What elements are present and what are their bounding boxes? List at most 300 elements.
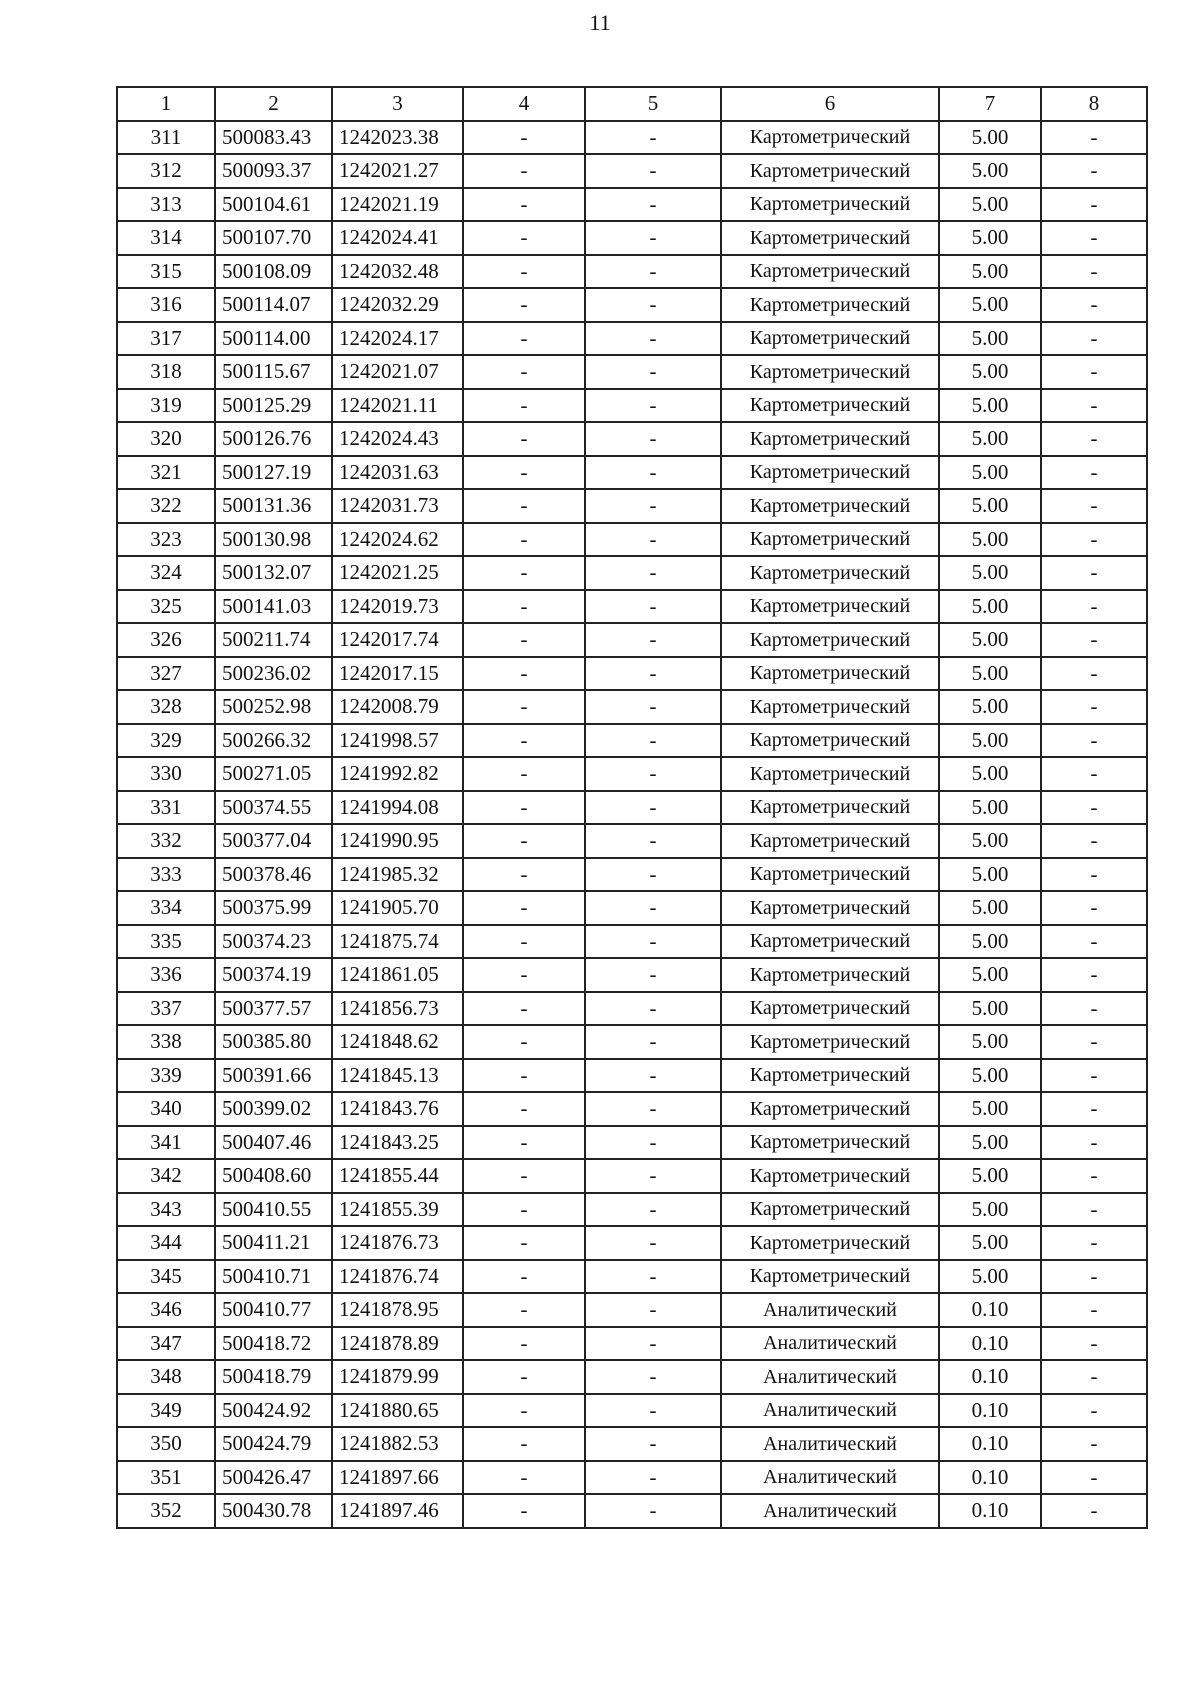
table-cell-col-8: - (1041, 1059, 1147, 1093)
table-cell-col-1: 322 (117, 489, 215, 523)
column-header-3: 3 (332, 87, 463, 121)
table-row (117, 1193, 1147, 1227)
table-cell-col-6: Аналитический (721, 1494, 939, 1528)
table-row (117, 221, 1147, 255)
table-cell-col-7: 5.00 (939, 891, 1041, 925)
table-cell-col-5: - (585, 690, 721, 724)
table-cell-col-8: - (1041, 422, 1147, 456)
table-cell-col-2: 500115.67 (215, 355, 332, 389)
table-cell-col-8: - (1041, 489, 1147, 523)
table-cell-col-1: 340 (117, 1092, 215, 1126)
table-cell-col-8: - (1041, 1427, 1147, 1461)
table-cell-col-6: Картометрический (721, 824, 939, 858)
table-cell-col-6: Картометрический (721, 1159, 939, 1193)
table-cell-col-1: 347 (117, 1327, 215, 1361)
table-cell-col-3: 1242021.07 (332, 355, 463, 389)
table-row (117, 1293, 1147, 1327)
table-row (117, 1360, 1147, 1394)
table-cell-col-6: Картометрический (721, 255, 939, 289)
table-cell-col-7: 5.00 (939, 724, 1041, 758)
table-cell-col-2: 500426.47 (215, 1461, 332, 1495)
table-cell-col-2: 500408.60 (215, 1159, 332, 1193)
header-row (117, 87, 1147, 121)
table-cell-col-4: - (463, 657, 585, 691)
table-cell-col-2: 500424.92 (215, 1394, 332, 1428)
table-cell-col-2: 500093.37 (215, 154, 332, 188)
table-row (117, 154, 1147, 188)
table-cell-col-5: - (585, 556, 721, 590)
table-cell-col-6: Картометрический (721, 389, 939, 423)
table-cell-col-7: 5.00 (939, 523, 1041, 557)
table-cell-col-1: 338 (117, 1025, 215, 1059)
table-cell-col-1: 344 (117, 1226, 215, 1260)
table-row (117, 422, 1147, 456)
table-row (117, 489, 1147, 523)
table-cell-col-4: - (463, 1260, 585, 1294)
table-cell-col-8: - (1041, 690, 1147, 724)
table-cell-col-4: - (463, 724, 585, 758)
table-cell-col-5: - (585, 623, 721, 657)
table-cell-col-2: 500127.19 (215, 456, 332, 490)
table-cell-col-3: 1241897.46 (332, 1494, 463, 1528)
table-cell-col-4: - (463, 958, 585, 992)
table-cell-col-3: 1241985.32 (332, 858, 463, 892)
table-cell-col-4: - (463, 623, 585, 657)
table-cell-col-4: - (463, 992, 585, 1026)
table-cell-col-5: - (585, 1494, 721, 1528)
table-cell-col-8: - (1041, 791, 1147, 825)
table-cell-col-5: - (585, 489, 721, 523)
table-cell-col-2: 500211.74 (215, 623, 332, 657)
table-cell-col-1: 319 (117, 389, 215, 423)
table-row (117, 1327, 1147, 1361)
table-cell-col-1: 349 (117, 1394, 215, 1428)
table-cell-col-2: 500374.23 (215, 925, 332, 959)
table-cell-col-7: 5.00 (939, 590, 1041, 624)
table-cell-col-3: 1242031.73 (332, 489, 463, 523)
table-cell-col-4: - (463, 1461, 585, 1495)
table-cell-col-4: - (463, 1092, 585, 1126)
table-cell-col-7: 5.00 (939, 757, 1041, 791)
table-cell-col-7: 5.00 (939, 958, 1041, 992)
table-cell-col-7: 5.00 (939, 657, 1041, 691)
table-cell-col-2: 500377.04 (215, 824, 332, 858)
table-row (117, 1260, 1147, 1294)
column-header-6: 6 (721, 87, 939, 121)
table-cell-col-5: - (585, 824, 721, 858)
table-row (117, 188, 1147, 222)
table-cell-col-7: 5.00 (939, 824, 1041, 858)
table-cell-col-5: - (585, 121, 721, 155)
table-cell-col-6: Картометрический (721, 456, 939, 490)
table-cell-col-2: 500125.29 (215, 389, 332, 423)
table-cell-col-3: 1242032.48 (332, 255, 463, 289)
table-cell-col-2: 500083.43 (215, 121, 332, 155)
table-cell-col-2: 500141.03 (215, 590, 332, 624)
table-cell-col-3: 1242024.41 (332, 221, 463, 255)
table-cell-col-6: Аналитический (721, 1360, 939, 1394)
table-cell-col-6: Аналитический (721, 1461, 939, 1495)
table-cell-col-3: 1242019.73 (332, 590, 463, 624)
table-cell-col-3: 1241876.73 (332, 1226, 463, 1260)
table-cell-col-2: 500377.57 (215, 992, 332, 1026)
table-cell-col-2: 500378.46 (215, 858, 332, 892)
column-header-8: 8 (1041, 87, 1147, 121)
table-cell-col-5: - (585, 389, 721, 423)
table-cell-col-6: Картометрический (721, 288, 939, 322)
table-cell-col-3: 1241879.99 (332, 1360, 463, 1394)
table-cell-col-8: - (1041, 288, 1147, 322)
table-cell-col-6: Картометрический (721, 757, 939, 791)
table-cell-col-3: 1242017.15 (332, 657, 463, 691)
table-cell-col-2: 500104.61 (215, 188, 332, 222)
table-cell-col-8: - (1041, 1260, 1147, 1294)
table-cell-col-8: - (1041, 824, 1147, 858)
table-cell-col-3: 1242021.27 (332, 154, 463, 188)
table-cell-col-4: - (463, 690, 585, 724)
table-cell-col-6: Картометрический (721, 1126, 939, 1160)
table-cell-col-1: 315 (117, 255, 215, 289)
table-cell-col-1: 318 (117, 355, 215, 389)
table-cell-col-5: - (585, 1360, 721, 1394)
table-cell-col-2: 500108.09 (215, 255, 332, 289)
table-cell-col-2: 500114.00 (215, 322, 332, 356)
table-cell-col-8: - (1041, 322, 1147, 356)
table-cell-col-6: Картометрический (721, 724, 939, 758)
table-cell-col-3: 1241990.95 (332, 824, 463, 858)
table-row (117, 1025, 1147, 1059)
table-row (117, 255, 1147, 289)
table-cell-col-7: 5.00 (939, 1226, 1041, 1260)
table-cell-col-8: - (1041, 1159, 1147, 1193)
table-row (117, 1226, 1147, 1260)
table-cell-col-3: 1241843.25 (332, 1126, 463, 1160)
table-cell-col-3: 1241861.05 (332, 958, 463, 992)
table-cell-col-8: - (1041, 891, 1147, 925)
table-cell-col-7: 5.00 (939, 322, 1041, 356)
table-cell-col-8: - (1041, 724, 1147, 758)
table-cell-col-8: - (1041, 623, 1147, 657)
table-cell-col-3: 1241856.73 (332, 992, 463, 1026)
table-cell-col-8: - (1041, 121, 1147, 155)
table-cell-col-7: 5.00 (939, 456, 1041, 490)
table-cell-col-2: 500424.79 (215, 1427, 332, 1461)
table-cell-col-6: Картометрический (721, 958, 939, 992)
table-cell-col-2: 500418.79 (215, 1360, 332, 1394)
table-row (117, 1427, 1147, 1461)
table-cell-col-5: - (585, 154, 721, 188)
table-cell-col-6: Аналитический (721, 1394, 939, 1428)
table-cell-col-3: 1242021.19 (332, 188, 463, 222)
table-cell-col-5: - (585, 992, 721, 1026)
table-cell-col-1: 342 (117, 1159, 215, 1193)
table-cell-col-5: - (585, 925, 721, 959)
table-cell-col-4: - (463, 422, 585, 456)
table-cell-col-6: Аналитический (721, 1427, 939, 1461)
table-cell-col-6: Аналитический (721, 1327, 939, 1361)
table-cell-col-1: 324 (117, 556, 215, 590)
column-header-5: 5 (585, 87, 721, 121)
table-cell-col-3: 1241843.76 (332, 1092, 463, 1126)
table-cell-col-8: - (1041, 154, 1147, 188)
table-cell-col-6: Картометрический (721, 221, 939, 255)
table-cell-col-8: - (1041, 590, 1147, 624)
column-header-1: 1 (117, 87, 215, 121)
table-cell-col-2: 500407.46 (215, 1126, 332, 1160)
table-cell-col-5: - (585, 1193, 721, 1227)
table-cell-col-8: - (1041, 1494, 1147, 1528)
table-cell-col-2: 500252.98 (215, 690, 332, 724)
column-header-4: 4 (463, 87, 585, 121)
table-cell-col-1: 350 (117, 1427, 215, 1461)
table-cell-col-3: 1241992.82 (332, 757, 463, 791)
table-cell-col-7: 5.00 (939, 188, 1041, 222)
table-cell-col-6: Картометрический (721, 556, 939, 590)
table-cell-col-3: 1242032.29 (332, 288, 463, 322)
table-row (117, 925, 1147, 959)
table-cell-col-7: 5.00 (939, 992, 1041, 1026)
table-cell-col-6: Картометрический (721, 925, 939, 959)
table-cell-col-4: - (463, 288, 585, 322)
table-row (117, 791, 1147, 825)
table-cell-col-6: Картометрический (721, 858, 939, 892)
table-cell-col-8: - (1041, 188, 1147, 222)
table-cell-col-4: - (463, 1059, 585, 1093)
table-cell-col-3: 1241878.95 (332, 1293, 463, 1327)
table-cell-col-6: Картометрический (721, 623, 939, 657)
table-cell-col-8: - (1041, 1126, 1147, 1160)
table-cell-col-3: 1242024.62 (332, 523, 463, 557)
table-cell-col-4: - (463, 925, 585, 959)
table-cell-col-4: - (463, 221, 585, 255)
table-cell-col-8: - (1041, 1293, 1147, 1327)
table-cell-col-1: 341 (117, 1126, 215, 1160)
table-cell-col-5: - (585, 1226, 721, 1260)
coordinates-table (116, 86, 1148, 1529)
table-cell-col-1: 334 (117, 891, 215, 925)
table-cell-col-2: 500391.66 (215, 1059, 332, 1093)
table-cell-col-7: 5.00 (939, 858, 1041, 892)
table-cell-col-3: 1242021.25 (332, 556, 463, 590)
table-cell-col-3: 1242008.79 (332, 690, 463, 724)
table-cell-col-5: - (585, 221, 721, 255)
table-cell-col-8: - (1041, 1025, 1147, 1059)
table-cell-col-2: 500107.70 (215, 221, 332, 255)
table-cell-col-3: 1241897.66 (332, 1461, 463, 1495)
table-cell-col-7: 0.10 (939, 1360, 1041, 1394)
table-row (117, 355, 1147, 389)
table-cell-col-1: 327 (117, 657, 215, 691)
table-cell-col-8: - (1041, 1394, 1147, 1428)
table-cell-col-4: - (463, 1226, 585, 1260)
table-cell-col-3: 1241848.62 (332, 1025, 463, 1059)
table-row (117, 322, 1147, 356)
table-row (117, 590, 1147, 624)
table-cell-col-5: - (585, 891, 721, 925)
table-cell-col-2: 500410.55 (215, 1193, 332, 1227)
table-cell-col-2: 500374.19 (215, 958, 332, 992)
table-cell-col-4: - (463, 523, 585, 557)
table-cell-col-6: Картометрический (721, 188, 939, 222)
table-row (117, 958, 1147, 992)
table-cell-col-1: 329 (117, 724, 215, 758)
table-cell-col-6: Картометрический (721, 154, 939, 188)
table-cell-col-7: 5.00 (939, 791, 1041, 825)
table-cell-col-4: - (463, 121, 585, 155)
table-row (117, 891, 1147, 925)
table-row (117, 724, 1147, 758)
table-cell-col-5: - (585, 1059, 721, 1093)
table-cell-col-1: 311 (117, 121, 215, 155)
table-cell-col-5: - (585, 1126, 721, 1160)
table-cell-col-6: Картометрический (721, 1260, 939, 1294)
table-cell-col-5: - (585, 958, 721, 992)
table-row (117, 523, 1147, 557)
table-cell-col-2: 500131.36 (215, 489, 332, 523)
table-cell-col-8: - (1041, 255, 1147, 289)
table-cell-col-3: 1242024.43 (332, 422, 463, 456)
table-row (117, 288, 1147, 322)
table-cell-col-6: Картометрический (721, 891, 939, 925)
table-cell-col-1: 345 (117, 1260, 215, 1294)
table-cell-col-5: - (585, 1025, 721, 1059)
table-cell-col-4: - (463, 791, 585, 825)
table-cell-col-1: 330 (117, 757, 215, 791)
table-cell-col-5: - (585, 188, 721, 222)
table-cell-col-1: 332 (117, 824, 215, 858)
table-cell-col-8: - (1041, 1226, 1147, 1260)
table-cell-col-2: 500374.55 (215, 791, 332, 825)
table-cell-col-4: - (463, 1327, 585, 1361)
table-cell-col-1: 339 (117, 1059, 215, 1093)
table-cell-col-1: 320 (117, 422, 215, 456)
table-cell-col-4: - (463, 188, 585, 222)
table-cell-col-8: - (1041, 556, 1147, 590)
table-cell-col-7: 5.00 (939, 556, 1041, 590)
table-cell-col-3: 1241905.70 (332, 891, 463, 925)
table-cell-col-1: 325 (117, 590, 215, 624)
table-row (117, 1126, 1147, 1160)
table-cell-col-7: 5.00 (939, 389, 1041, 423)
table-cell-col-5: - (585, 523, 721, 557)
table-cell-col-1: 312 (117, 154, 215, 188)
table-cell-col-7: 5.00 (939, 422, 1041, 456)
table-cell-col-3: 1241876.74 (332, 1260, 463, 1294)
table-cell-col-3: 1241998.57 (332, 724, 463, 758)
table-cell-col-1: 313 (117, 188, 215, 222)
table-row (117, 456, 1147, 490)
table-cell-col-1: 323 (117, 523, 215, 557)
table-cell-col-7: 0.10 (939, 1327, 1041, 1361)
table-cell-col-4: - (463, 489, 585, 523)
table-row (117, 657, 1147, 691)
table-cell-col-4: - (463, 891, 585, 925)
table-cell-col-8: - (1041, 858, 1147, 892)
table-row (117, 556, 1147, 590)
table-cell-col-7: 5.00 (939, 690, 1041, 724)
table-cell-col-2: 500399.02 (215, 1092, 332, 1126)
table-cell-col-7: 5.00 (939, 489, 1041, 523)
table-cell-col-3: 1242023.38 (332, 121, 463, 155)
table-row (117, 1394, 1147, 1428)
table-cell-col-7: 5.00 (939, 1092, 1041, 1126)
table-cell-col-4: - (463, 1193, 585, 1227)
table-cell-col-8: - (1041, 1461, 1147, 1495)
table-cell-col-8: - (1041, 1193, 1147, 1227)
table-cell-col-1: 317 (117, 322, 215, 356)
table-cell-col-6: Аналитический (721, 1293, 939, 1327)
table-cell-col-7: 0.10 (939, 1293, 1041, 1327)
table-row (117, 858, 1147, 892)
table-cell-col-5: - (585, 355, 721, 389)
table-cell-col-2: 500132.07 (215, 556, 332, 590)
table-cell-col-3: 1242021.11 (332, 389, 463, 423)
table-cell-col-5: - (585, 288, 721, 322)
table-cell-col-1: 337 (117, 992, 215, 1026)
table-cell-col-4: - (463, 858, 585, 892)
table-cell-col-4: - (463, 1293, 585, 1327)
table-cell-col-4: - (463, 556, 585, 590)
table-cell-col-6: Картометрический (721, 1059, 939, 1093)
table-cell-col-3: 1241994.08 (332, 791, 463, 825)
table-cell-col-4: - (463, 824, 585, 858)
table-cell-col-1: 316 (117, 288, 215, 322)
table-cell-col-4: - (463, 1025, 585, 1059)
table-row (117, 1159, 1147, 1193)
table-cell-col-7: 5.00 (939, 221, 1041, 255)
table-cell-col-1: 314 (117, 221, 215, 255)
table-cell-col-1: 326 (117, 623, 215, 657)
page-number: 11 (589, 10, 611, 35)
table-cell-col-2: 500410.77 (215, 1293, 332, 1327)
table-cell-col-8: - (1041, 992, 1147, 1026)
table-cell-col-3: 1242024.17 (332, 322, 463, 356)
table-cell-col-3: 1241845.13 (332, 1059, 463, 1093)
table-cell-col-7: 5.00 (939, 623, 1041, 657)
table-cell-col-5: - (585, 590, 721, 624)
table-cell-col-4: - (463, 1394, 585, 1428)
table-cell-col-7: 5.00 (939, 1126, 1041, 1160)
table-cell-col-3: 1242031.63 (332, 456, 463, 490)
table-cell-col-5: - (585, 1159, 721, 1193)
table-cell-col-6: Картометрический (721, 1025, 939, 1059)
table-cell-col-7: 5.00 (939, 1025, 1041, 1059)
table-cell-col-8: - (1041, 355, 1147, 389)
table-cell-col-4: - (463, 355, 585, 389)
table-cell-col-7: 5.00 (939, 1059, 1041, 1093)
table-cell-col-6: Картометрический (721, 489, 939, 523)
table-row (117, 757, 1147, 791)
table-cell-col-5: - (585, 1092, 721, 1126)
table-cell-col-7: 0.10 (939, 1494, 1041, 1528)
table-cell-col-4: - (463, 322, 585, 356)
table-row (117, 1059, 1147, 1093)
table-cell-col-3: 1242017.74 (332, 623, 463, 657)
table-cell-col-2: 500126.76 (215, 422, 332, 456)
table-cell-col-5: - (585, 1461, 721, 1495)
table-cell-col-6: Картометрический (721, 523, 939, 557)
table-cell-col-8: - (1041, 1327, 1147, 1361)
table-cell-col-4: - (463, 1360, 585, 1394)
table-cell-col-2: 500375.99 (215, 891, 332, 925)
table-cell-col-1: 352 (117, 1494, 215, 1528)
table-cell-col-5: - (585, 1427, 721, 1461)
table-cell-col-2: 500385.80 (215, 1025, 332, 1059)
table-cell-col-5: - (585, 858, 721, 892)
table-cell-col-6: Картометрический (721, 1226, 939, 1260)
table-cell-col-3: 1241875.74 (332, 925, 463, 959)
table-cell-col-1: 335 (117, 925, 215, 959)
